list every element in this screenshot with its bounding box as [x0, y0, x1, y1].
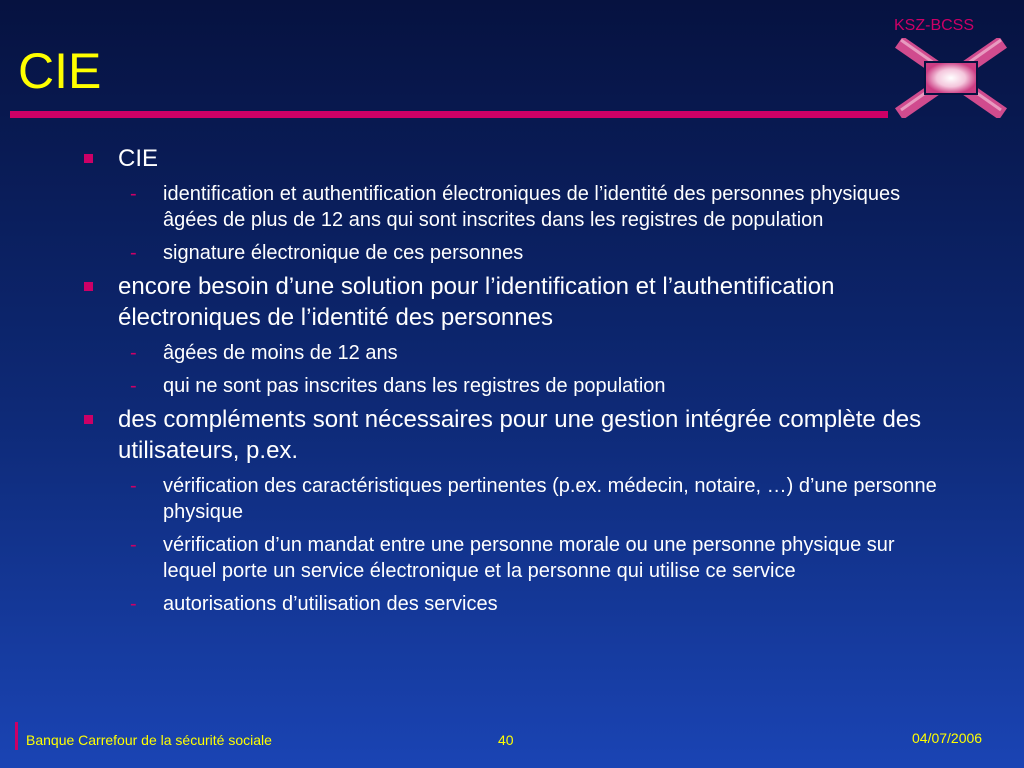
ksz-bcss-logo-icon [895, 38, 1007, 118]
sub-bullet-text: identification et authentification électroniques de l’identité des personnes physiques âgées de plus de 12 ans qui sont inscrites dans les registres de population [163, 183, 901, 231]
bullet-list [82, 138, 962, 619]
title-underline [10, 111, 888, 118]
sub-bullet-item [82, 373, 943, 399]
sub-bullet-item [82, 591, 943, 617]
sub-bullet-item [82, 240, 943, 266]
bullet-text: CIE [118, 145, 159, 172]
sub-bullet-text: vérification des caractéristiques pertinentes (p.ex. médecin, notaire, …) d’une personne physique [163, 475, 937, 523]
bullet-item [82, 271, 962, 333]
sub-bullet-item [82, 340, 943, 366]
sub-bullet-text: âgées de moins de 12 ans [163, 342, 398, 364]
bullet-text: des compléments sont nécessaires pour une gestion intégrée complète des utilisateurs, p.ex. [118, 406, 922, 464]
bullet-item [82, 404, 962, 466]
dash-bullet: - [130, 593, 137, 615]
sub-bullet-item [82, 473, 943, 525]
bullet-text: encore besoin d’une solution pour l’identification et l’authentification électroniques de l’identité des personnes [118, 273, 835, 331]
sub-bullet-text: vérification d’un mandat entre une personne morale ou une personne physique sur lequel porte un service électronique et la personne qui utilise ce service [163, 534, 895, 582]
dash-bullet: - [130, 342, 137, 364]
dash-bullet: - [130, 475, 137, 497]
square-bullet-icon [84, 282, 93, 291]
brand-label: KSZ-BCSS [894, 17, 975, 34]
bullet-item [82, 143, 962, 174]
slide-title: CIE [18, 43, 102, 99]
footer-divider [15, 722, 18, 750]
square-bullet-icon [84, 154, 93, 163]
sub-bullet-text: signature électronique de ces personnes [163, 242, 524, 264]
footer-date: 04/07/2006 [912, 730, 983, 746]
sub-bullet-text: autorisations d’utilisation des services [163, 593, 498, 615]
dash-bullet: - [130, 375, 137, 397]
sub-bullet-item [82, 532, 943, 584]
sub-bullet-text: qui ne sont pas inscrites dans les registres de population [163, 375, 666, 397]
sub-bullet-item [82, 181, 943, 233]
dash-bullet: - [130, 242, 137, 264]
dash-bullet: - [130, 534, 137, 556]
footer-organization: Banque Carrefour de la sécurité sociale [26, 732, 272, 748]
dash-bullet: - [130, 183, 137, 205]
footer-page-number: 40 [498, 732, 514, 748]
square-bullet-icon [84, 415, 93, 424]
